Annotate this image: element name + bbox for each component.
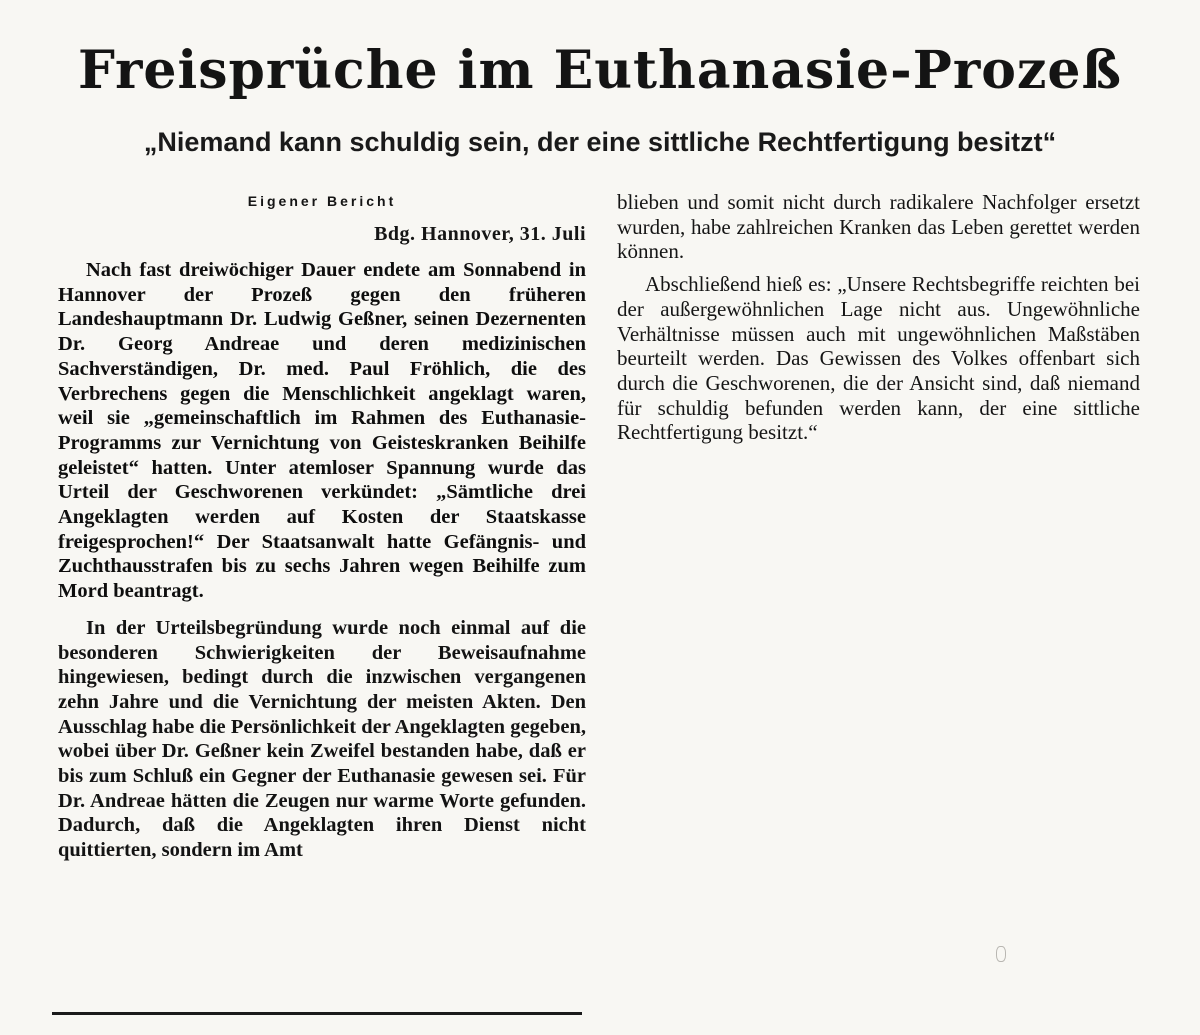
paragraph-continuation: blieben und somit nicht durch radikalere Nachfolger ersetzt wurden, habe zahlreichen Kranken das Leben gerettet werden können.: [617, 190, 1140, 264]
article-column-right: [617, 190, 1140, 445]
paragraph-intro: Nach fast dreiwöchiger Dauer endete am Sonnabend in Hannover der Prozeß gegen den früheren Landeshauptmann Dr. Ludwig Geßner, seinen Dezernenten Dr. Georg Andreae und deren medizinischen Sachverständigen, Dr. med. Paul Fröhlich, die des Verbrechens gegen die Menschlichkeit angeklagt waren, weil sie „gemeinschaftlich im Rahmen des Euthanasie-Programms zur Vernichtung von Geisteskranken Beihilfe geleistet“ hatten. Unter atemloser Spannung wurde das Urteil der Geschworenen verkündet: „Sämtliche drei Angeklagten werden auf Kosten der Staatskasse freigesprochen!“ Der Staatsanwalt hatte Gefängnis- und Zuchthausstrafen bis zu sechs Jahren wegen Beihilfe zum Mord beantragt.: [58, 259, 586, 603]
dateline: Bdg. Hannover, 31. Juli: [374, 223, 586, 245]
headline: Freisprüche im Euthanasie-Prozeß: [77, 40, 1123, 101]
paragraph-verdict-reasons: In der Urteilsbegründung wurde noch einmal auf die besonderen Schwierigkeiten der Beweisaufnahme hingewiesen, bedingt durch die inzwischen vergangenen zehn Jahre und die Vernichtung der meisten Akten. Den Ausschlag habe die Persönlichkeit der Angeklagten gegeben, wobei über Dr. Geßner kein Zweifel bestanden habe, daß er bis zum Schluß ein Gegner der Euthanasie gewesen sei. Für Dr. Andreae hätten die Zeugen nur warme Worte gefunden. Dadurch, daß die Angeklagten ihren Dienst nicht quittierten, sondern im Amt: [58, 616, 586, 862]
subheadline: „Niemand kann schuldig sein, der eine sittliche Rechtfertigung besitzt“: [143, 127, 1057, 157]
bottom-rule: [52, 1012, 582, 1015]
paragraph-conclusion: Abschließend hieß es: „Unsere Rechtsbegriffe reichten bei der außergewöhnlichen Lage nicht aus. Ungewöhnliche Verhältnisse müssen auch mit ungewöhnlichen Maßstäben beurteilt werden. Das Gewissen des Volkes offenbart sich durch die Geschworenen, die der Ansicht sind, daß niemand für schuldig befunden werden kann, der eine sittliche Rechtfertigung besitzt.“: [617, 272, 1140, 445]
article-column-left: [58, 190, 586, 863]
byline: Eigener Bericht: [247, 193, 397, 209]
paper-speck: [996, 946, 1006, 962]
